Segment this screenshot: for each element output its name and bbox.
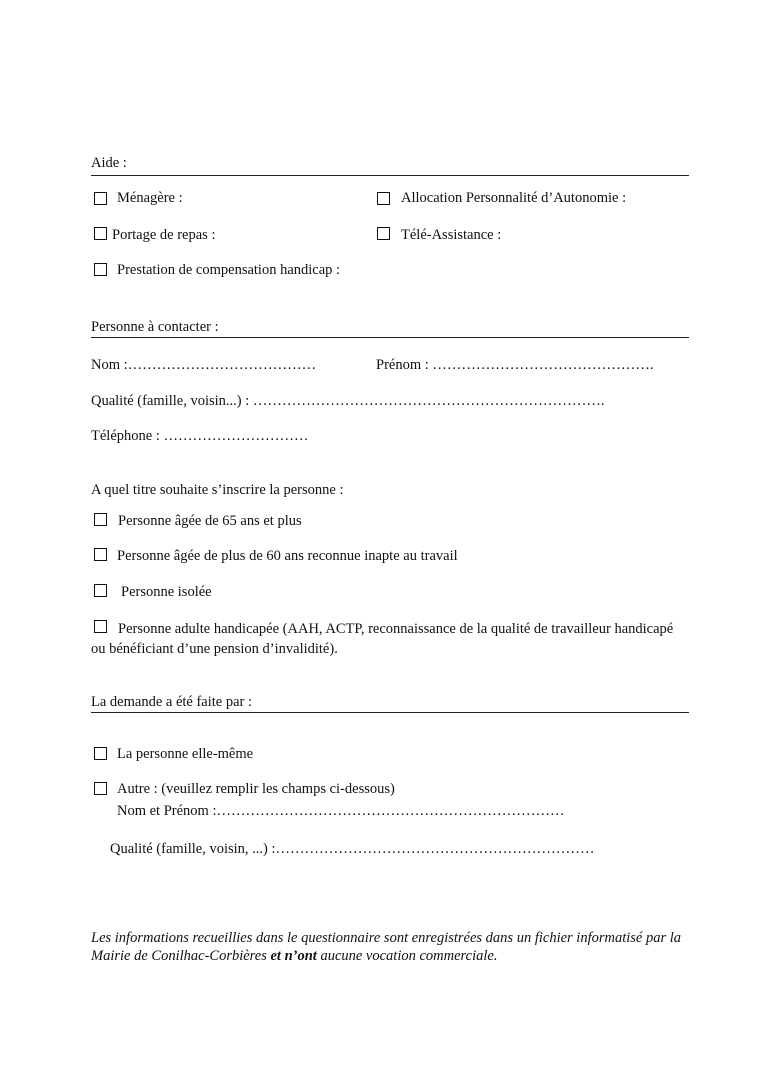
privacy-note-part1: Les informations recueillies dans le questionnaire sont enregistrées dans un fichier informatisé par la Mairie de Conilhac-Corbières [91, 930, 682, 964]
checkbox-apa[interactable] [377, 192, 390, 205]
contact-divider [91, 337, 689, 338]
checkbox-tele-assistance[interactable] [377, 227, 390, 240]
option-pch-label: Prestation de compensation handicap : [117, 262, 341, 278]
option-autre-label: Autre : (veuillez remplir les champs ci-dessous) [117, 781, 395, 797]
option-apa-label: Allocation Personnalité d’Autonomie : [401, 190, 627, 206]
contact-prenom-field[interactable]: Prénom : ………………………………………. [376, 357, 654, 373]
aide-heading: Aide : [91, 155, 127, 171]
option-adulte-handicapee-label: Personne adulte handicapée (AAH, ACTP, reconnaissance de la qualité de travailleur handicapé ou bénéficiant d’une pension d’invalidité). [91, 621, 674, 657]
option-age-65-label: Personne âgée de 65 ans et plus [118, 513, 302, 529]
contact-qualite-field[interactable]: Qualité (famille, voisin...) : ………………………………………………………………. [91, 393, 605, 409]
checkbox-pch[interactable] [94, 263, 107, 276]
checkbox-autre[interactable] [94, 782, 107, 795]
option-tele-assistance-label: Télé-Assistance : [401, 227, 502, 243]
privacy-note [91, 929, 691, 965]
checkbox-personne-elle-meme[interactable] [94, 747, 107, 760]
contact-telephone-field[interactable]: Téléphone : ………………………… [91, 428, 309, 444]
option-portage-repas-label: Portage de repas : [112, 227, 216, 243]
demande-divider [91, 712, 689, 713]
checkbox-personne-isolee[interactable] [94, 584, 107, 597]
inscription-heading: A quel titre souhaite s’inscrire la personne : [91, 482, 344, 498]
privacy-note-emphasis: et n’ont [270, 948, 317, 964]
option-menagere-label: Ménagère : [117, 190, 183, 206]
checkbox-menagere[interactable] [94, 192, 107, 205]
option-personne-elle-meme-label: La personne elle-même [117, 746, 254, 762]
aide-divider [91, 175, 689, 176]
contact-nom-field[interactable]: Nom :………………………………… [91, 357, 317, 373]
checkbox-age-60-inapte[interactable] [94, 548, 107, 561]
demande-heading: La demande a été faite par : [91, 694, 253, 710]
checkbox-portage-repas[interactable] [94, 227, 107, 240]
privacy-note-part2: aucune vocation commerciale. [316, 948, 498, 964]
contact-heading: Personne à contacter : [91, 319, 219, 335]
option-personne-isolee-label: Personne isolée [121, 584, 212, 600]
demande-qualite-field[interactable]: Qualité (famille, voisin, ...) :………………………………………………………… [110, 841, 595, 857]
demande-nom-prenom-field[interactable]: Nom et Prénom :……………………………………………………………… [117, 803, 565, 819]
checkbox-age-65[interactable] [94, 513, 107, 526]
option-age-60-inapte-label: Personne âgée de plus de 60 ans reconnue inapte au travail [117, 548, 458, 564]
